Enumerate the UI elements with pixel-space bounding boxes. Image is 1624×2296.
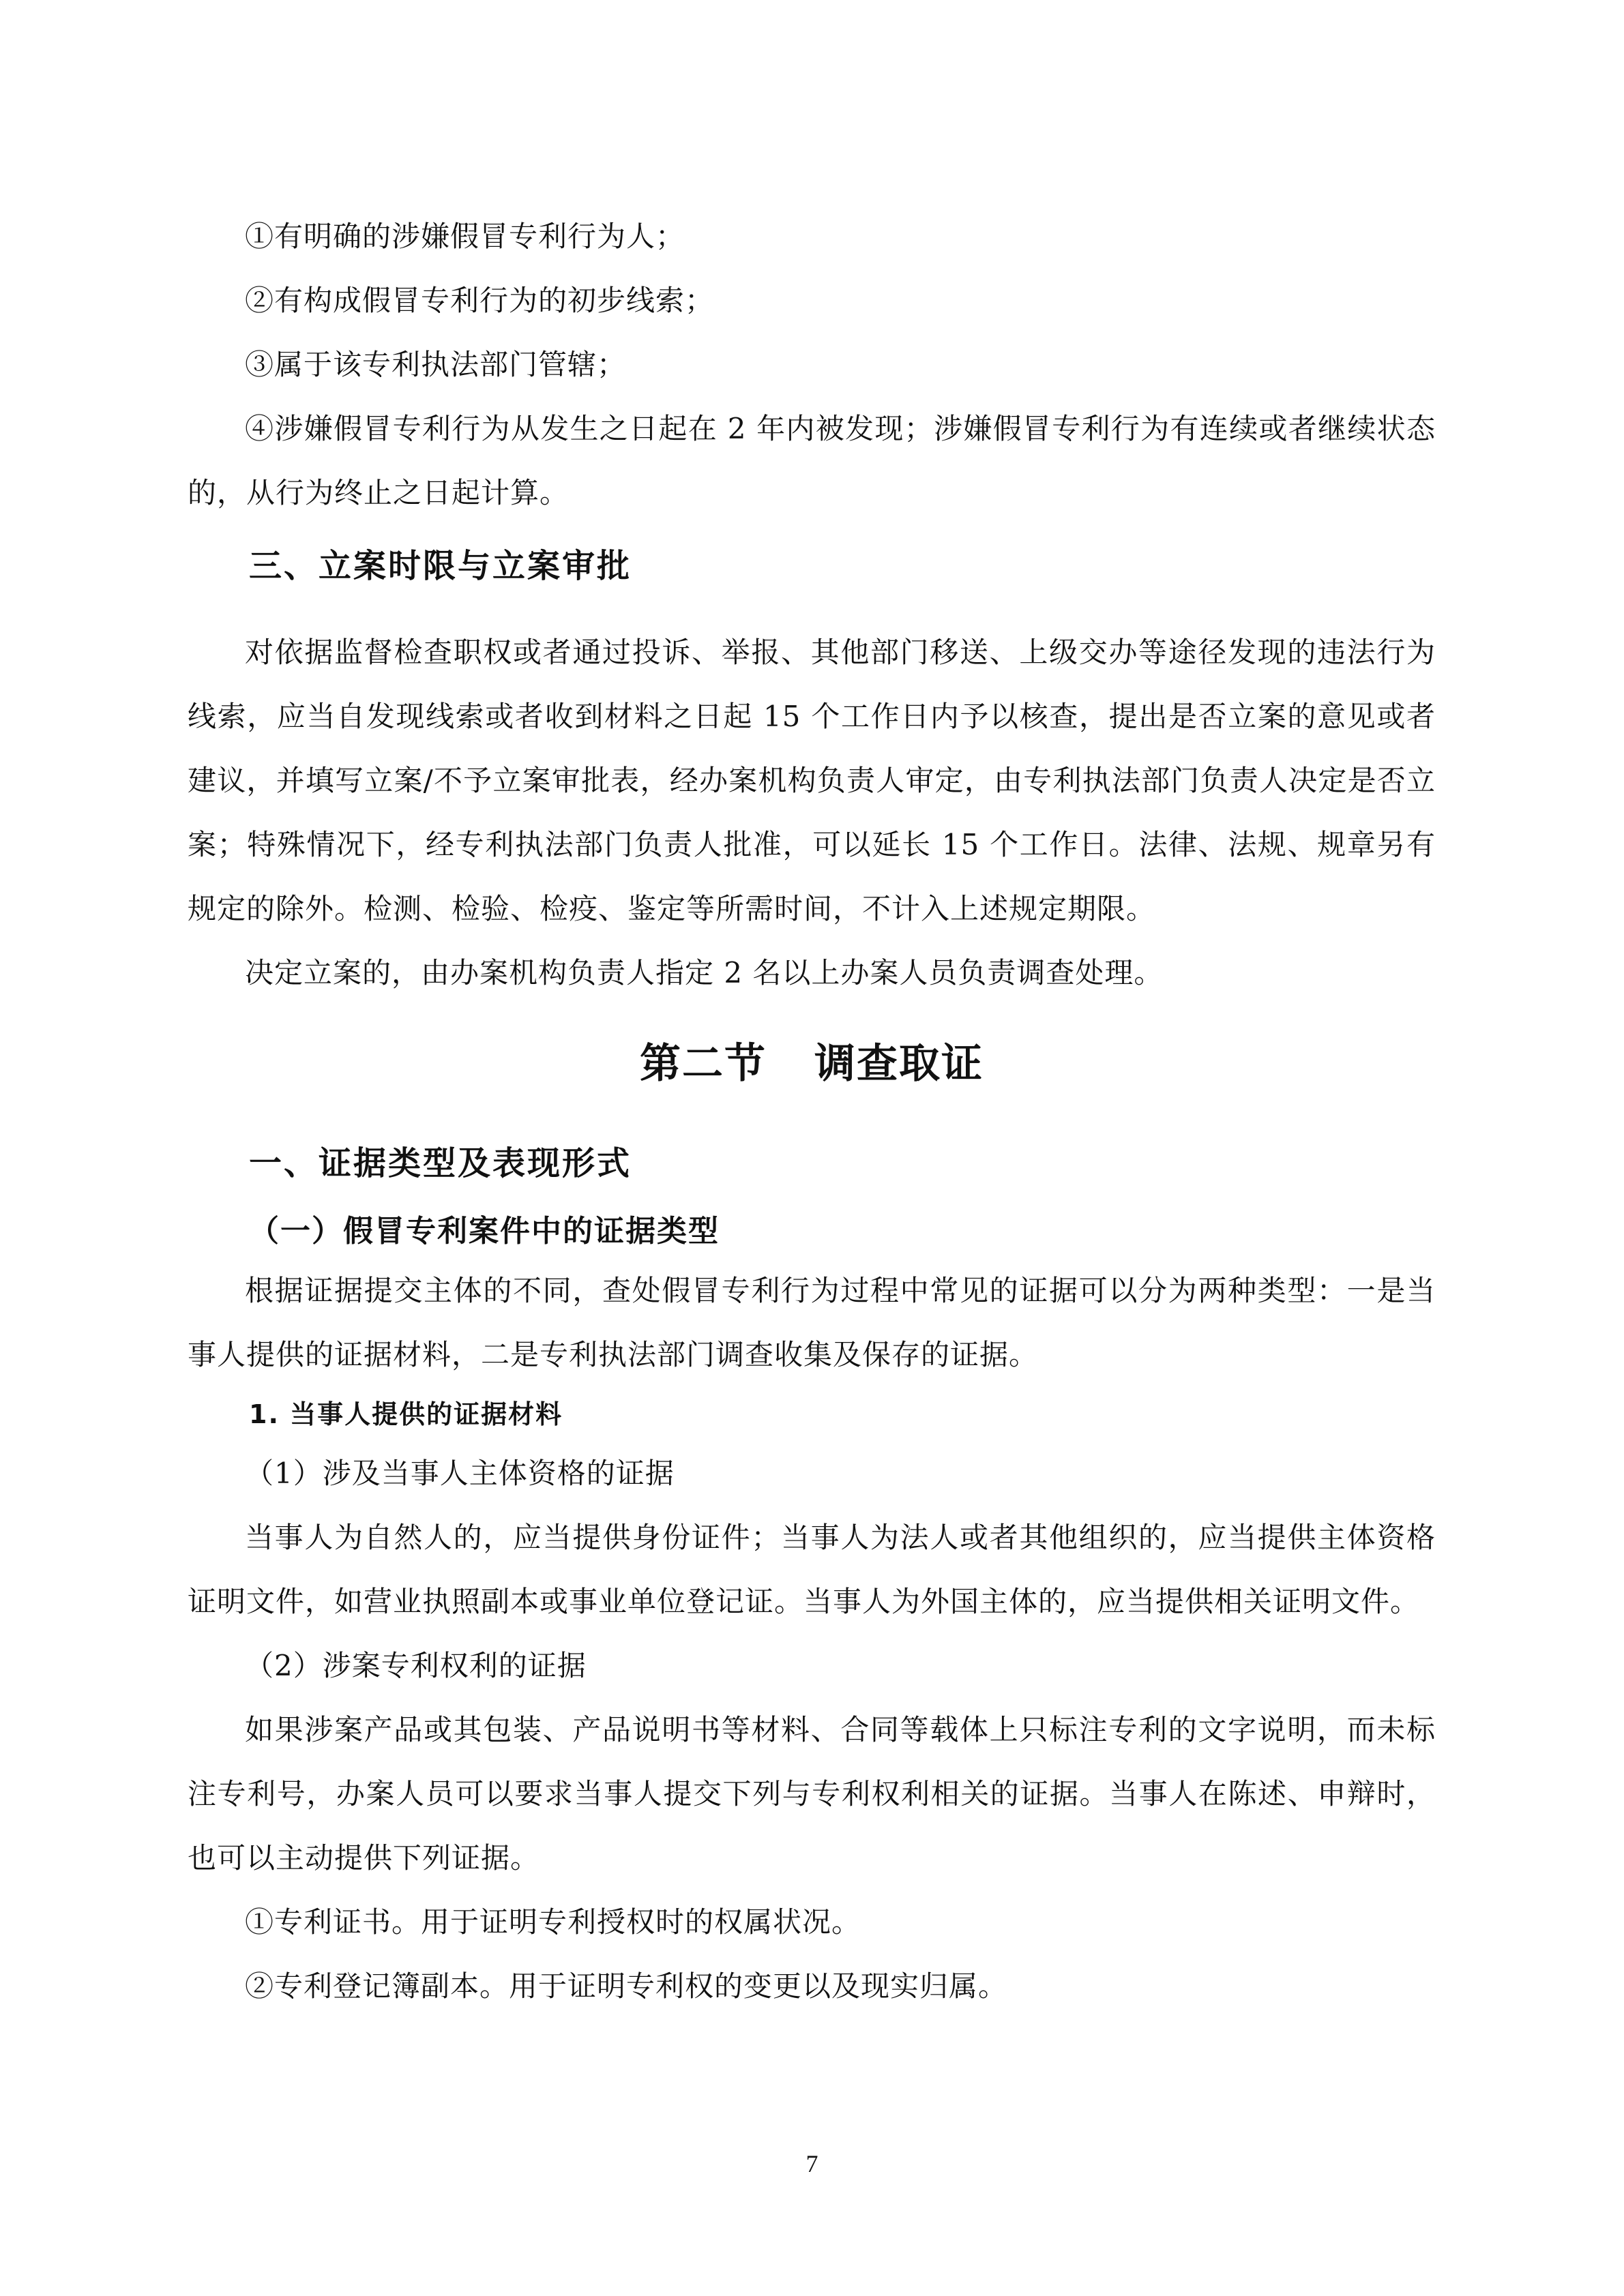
page-number: 7: [806, 2150, 818, 2177]
page-body: [188, 205, 1436, 2018]
paragraph: 当事人为自然人的，应当提供身份证件；当事人为法人或者其他组织的，应当提供主体资格证明文件，如营业执照副本或事业单位登记证。当事人为外国主体的，应当提供相关证明文件。: [188, 1521, 1436, 1618]
paragraph: 根据证据提交主体的不同，查处假冒专利行为过程中常见的证据可以分为两种类型：一是当事人提供的证据材料，二是专利执法部门调查收集及保存的证据。: [188, 1274, 1436, 1371]
paragraph: ①专利证书。用于证明专利授权时的权属状况。: [245, 1905, 861, 1939]
chapter-title: [188, 1039, 1436, 1088]
chapter-name: 调查取证: [814, 1040, 984, 1088]
paragraph: ②专利登记簿副本。用于证明专利权的变更以及现实归属。: [245, 1969, 1008, 2003]
paragraph: 如果涉案产品或其包装、产品说明书等材料、合同等载体上只标注专利的文字说明，而未标注专利号，办案人员可以要求当事人提交下列与专利权利相关的证据。当事人在陈述、申辩时，也可以主动提供下列证据。: [188, 1713, 1436, 1875]
paragraph: （2）涉案专利权利的证据: [245, 1649, 587, 1682]
paragraph: ②有构成假冒专利行为的初步线索；: [245, 284, 715, 317]
paragraph: 对依据监督检查职权或者通过投诉、举报、其他部门移送、上级交办等途径发现的违法行为线索，应当自发现线索或者收到材料之日起 15 个工作日内予以核查，提出是否立案的意见或者建议，并填写立案/不予立案审批表，经办案机构负责人审定，由专利执法部门负责人决定是否立案；特殊情况下，经专利执法部门负责人批准，可以延长 15 个工作日。法律、法规、规章另有规定的除外。检测、检验、检疫、鉴定等所需时间，不计入上述规定期限。: [188, 636, 1436, 925]
item-heading: 1. 当事人提供的证据材料: [249, 1399, 563, 1429]
paragraph: ③属于该专利执法部门管辖；: [245, 348, 627, 381]
paragraph: （1）涉及当事人主体资格的证据: [245, 1457, 675, 1490]
subsection-heading: （一）假冒专利案件中的证据类型: [249, 1214, 720, 1249]
paragraph: ①有明确的涉嫌假冒专利行为人；: [245, 220, 685, 253]
section-heading: 一、证据类型及表现形式: [249, 1144, 632, 1182]
section-heading: 三、立案时限与立案审批: [249, 547, 632, 585]
paragraph: 决定立案的，由办案机构负责人指定 2 名以上办案人员负责调查处理。: [245, 956, 1164, 989]
chapter-number: 第二节: [640, 1040, 767, 1088]
paragraph: ④涉嫌假冒专利行为从发生之日起在 2 年内被发现；涉嫌假冒专利行为有连续或者继续状态的，从行为终止之日起计算。: [188, 412, 1436, 509]
